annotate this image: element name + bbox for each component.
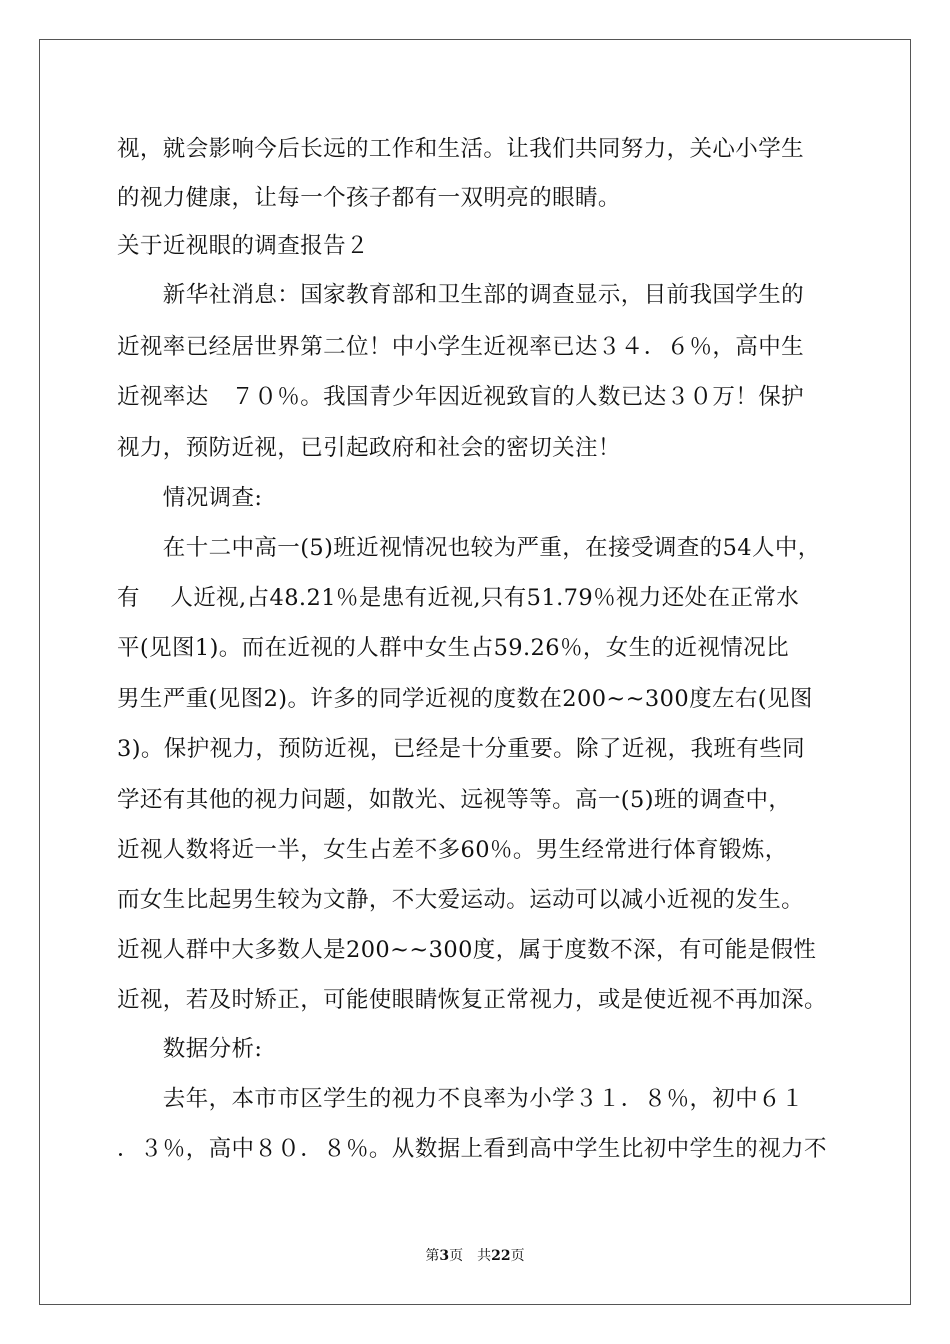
footer-mid: 页 共 [449, 1248, 492, 1264]
text-line-15: 近视人数将近一半，女生占差不多60％。男生经常进行体育锻炼， [117, 837, 788, 863]
text-line-13: 3)。保护视力，预防近视，已经是十分重要。除了近视，我班有些同 [117, 736, 805, 762]
text-line-18: 近视，若及时矫正，可能使眼睛恢复正常视力，或是使近视不再加深。 [117, 987, 827, 1013]
text-line-8: 情况调查: [117, 485, 263, 511]
page-footer [0, 1246, 950, 1266]
text-line-19: 数据分析: [117, 1036, 263, 1062]
text-line-7: 视力，预防近视，已引起政府和社会的密切关注！ [117, 435, 621, 461]
text-line-10: 有 人近视,占48.21％是患有近视,只有51.79％视力还处在正常水 [117, 585, 800, 611]
footer-suffix: 页 [510, 1248, 525, 1264]
footer-prefix: 第 [425, 1248, 440, 1264]
text-line-21: ．３％，高中８０．８％。从数据上看到高中学生比初中学生的视力不 [117, 1136, 827, 1162]
text-line-9: 在十二中高一(5)班近视情况也较为严重，在接受调查的54人中， [117, 535, 821, 561]
text-line-5: 近视率已经居世界第二位！中小学生近视率已达３４．６％，高中生 [117, 334, 805, 360]
text-line-17: 近视人群中大多数人是200~~300度，属于度数不深，有可能是假性 [117, 937, 817, 963]
footer-current-page: 3 [439, 1248, 450, 1264]
text-line-4: 新华社消息：国家教育部和卫生部的调查显示，目前我国学生的 [117, 282, 805, 308]
text-line-16: 而女生比起男生较为文静，不大爱运动。运动可以减小近视的发生。 [117, 887, 805, 913]
text-line-12: 男生严重(见图2)。许多的同学近视的度数在200~~300度左右(见图 [117, 686, 813, 712]
text-line-11: 平(见图1)。而在近视的人群中女生占59.26％，女生的近视情况比 [117, 635, 789, 661]
section-heading: 关于近视眼的调查报告２ [117, 233, 369, 259]
text-line-6: 近视率达 ７０％。我国青少年因近视致盲的人数已达３０万！保护 [117, 384, 805, 410]
text-line-14: 学还有其他的视力问题，如散光、远视等等。高一(5)班的调查中， [117, 787, 792, 813]
text-line-20: 去年，本市市区学生的视力不良率为小学３１．８％，初中６１ [117, 1086, 805, 1112]
text-line-2: 的视力健康，让每一个孩子都有一双明亮的眼睛。 [117, 185, 621, 211]
footer-total-pages: 22 [491, 1248, 511, 1264]
text-line-1: 视，就会影响今后长远的工作和生活。让我们共同努力，关心小学生 [117, 136, 805, 162]
page-border [39, 39, 911, 1305]
